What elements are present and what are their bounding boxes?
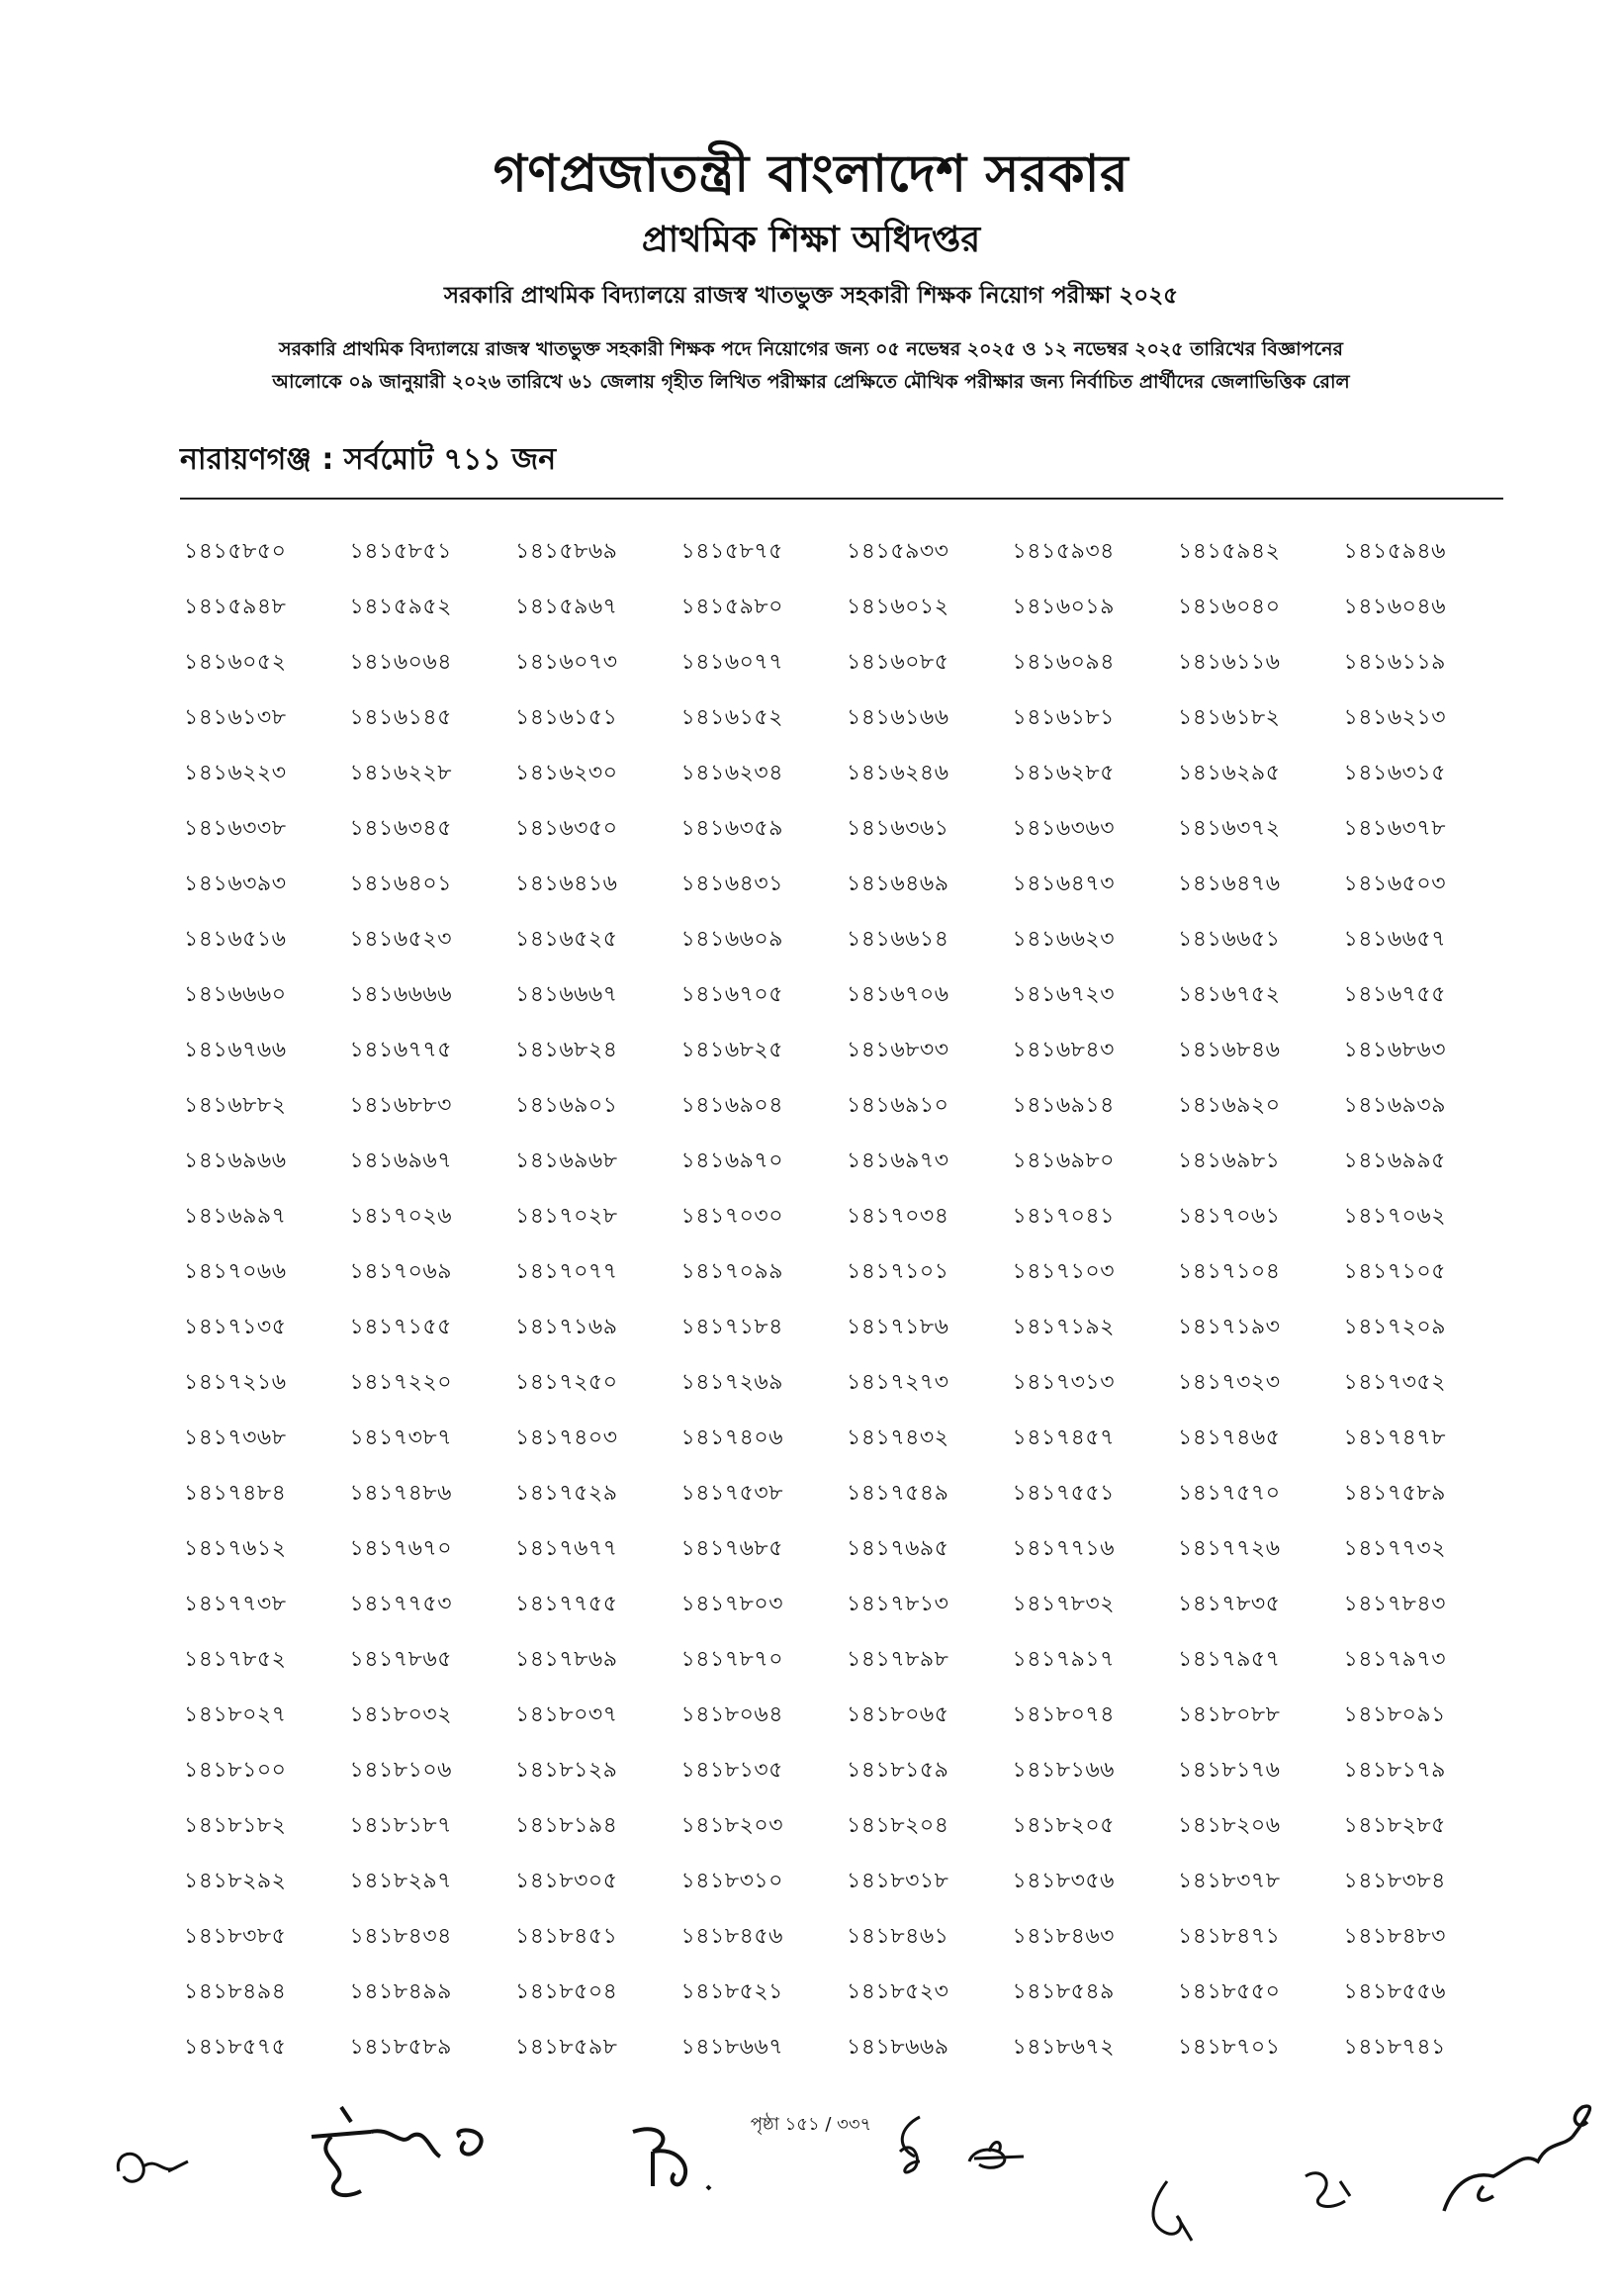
roll-number: ১৪১৭৩১৩ xyxy=(1012,1370,1116,1395)
roll-number: ১৪১৮১৯৪ xyxy=(515,1813,618,1838)
signature-1 xyxy=(109,2132,198,2201)
roll-number: ১৪১৮৩১০ xyxy=(680,1869,783,1893)
roll-row xyxy=(184,1254,1507,1310)
roll-number: ১৪১৬২৯৫ xyxy=(1178,761,1281,785)
roll-number: ১৪১৮৪৭১ xyxy=(1178,1924,1281,1949)
roll-number: ১৪১৭৭১৬ xyxy=(1012,1536,1116,1561)
roll-number: ১৪১৮০৮৮ xyxy=(1178,1702,1281,1727)
roll-number: ১৪১৬১১৯ xyxy=(1343,650,1446,675)
roll-number: ১৪১৭৫৪৯ xyxy=(847,1481,949,1506)
roll-number: ১৪১৮৫৭৫ xyxy=(184,2035,287,2060)
signature-6 xyxy=(1296,2161,1365,2221)
roll-number: ১৪১৬১৪৫ xyxy=(349,705,452,730)
district-heading: নারায়ণগঞ্জ : সর্বমোট ৭১১ জন xyxy=(180,442,557,477)
roll-row xyxy=(184,1919,1507,1975)
roll-number: ১৪১৮৩০৫ xyxy=(515,1869,618,1893)
roll-row xyxy=(184,1642,1507,1698)
roll-number: ১৪১৬৮৪৩ xyxy=(1012,1038,1115,1062)
roll-number: ১৪১৬৮৮৩ xyxy=(349,1093,452,1118)
notice-line-2: আলোকে ০৯ জানুয়ারী ২০২৬ তারিখে ৬১ জেলায় গৃহীত লিখিত পরীক্ষার প্রেক্ষিতে মৌখিক পরীক্ষার জন্য নির্বাচিত প্রার্থীদের জেলাভিত্তিক রোল xyxy=(272,371,1350,393)
roll-number: ১৪১৫৯৩৪ xyxy=(1012,539,1115,564)
roll-number: ১৪১৬৩৭২ xyxy=(1178,816,1281,841)
roll-row xyxy=(184,1365,1507,1421)
roll-number: ১৪১৬৯৬৮ xyxy=(515,1148,618,1173)
roll-number: ১৪১৬২৩০ xyxy=(515,761,618,785)
roll-number: ১৪১৬১৮২ xyxy=(1178,705,1281,730)
roll-number: ১৪১৭৪৮৪ xyxy=(184,1481,287,1506)
roll-number: ১৪১৮১৭৯ xyxy=(1343,1758,1446,1783)
roll-number: ১৪১৬৩৬১ xyxy=(847,816,949,841)
roll-row xyxy=(184,811,1507,867)
roll-number: ১৪১৭৭৫৩ xyxy=(349,1592,453,1616)
roll-number: ১৪১৬২৪৬ xyxy=(847,761,949,785)
roll-number: ১৪১৬৩৯৩ xyxy=(184,872,287,896)
roll-number: ১৪১৬৬৬০ xyxy=(184,982,287,1007)
roll-number: ১৪১৬৭২৩ xyxy=(1012,982,1116,1007)
roll-number: ১৪১৬৪৩১ xyxy=(680,872,783,896)
roll-number: ১৪১৫৮৬৯ xyxy=(515,539,618,564)
roll-number: ১৪১৮৭০১ xyxy=(1178,2035,1281,2060)
roll-number: ১৪১৭২১৬ xyxy=(184,1370,287,1395)
roll-number: ১৪১৭২৬৯ xyxy=(680,1370,784,1395)
roll-row xyxy=(184,1310,1507,1365)
divider xyxy=(180,498,1503,500)
roll-number: ১৪১৮৪৮৩ xyxy=(1343,1924,1446,1949)
roll-number: ১৪১৮০২৭ xyxy=(184,1702,287,1727)
roll-number: ১৪১৬৯৮১ xyxy=(1178,1148,1281,1173)
roll-number: ১৪১৮০৩২ xyxy=(349,1702,453,1727)
roll-number: ১৪১৭৯১৭ xyxy=(1012,1647,1115,1672)
roll-number: ১৪১৬০৮৫ xyxy=(847,650,949,675)
roll-number: ১৪১৮৪৯৪ xyxy=(184,1979,287,2004)
roll-number: ১৪১৮৫২৩ xyxy=(847,1979,949,2004)
roll-number: ১৪১৭৮৫২ xyxy=(184,1647,287,1672)
roll-number: ১৪১৬৬২৩ xyxy=(1012,927,1116,952)
roll-row xyxy=(184,1199,1507,1254)
roll-number: ১৪১৮২০৪ xyxy=(847,1813,949,1838)
roll-number: ১৪১৬৭০৫ xyxy=(680,982,784,1007)
roll-row xyxy=(184,1421,1507,1476)
roll-number: ১৪১৭২০৯ xyxy=(1343,1315,1447,1339)
roll-number: ১৪১৫৮৫১ xyxy=(349,539,452,564)
roll-number: ১৪১৭০৬৯ xyxy=(349,1259,453,1284)
roll-number: ১৪১৭৪০৩ xyxy=(515,1425,618,1450)
roll-number: ১৪১৬৯৩৯ xyxy=(1343,1093,1446,1118)
roll-number: ১৪১৭৮৩২ xyxy=(1012,1592,1116,1616)
roll-row xyxy=(184,700,1507,756)
roll-number: ১৪১৬০৭৩ xyxy=(515,650,618,675)
roll-number: ১৪১৮১৩৫ xyxy=(680,1758,783,1783)
roll-number: ১৪১৭২৭৩ xyxy=(847,1370,949,1395)
roll-row xyxy=(184,1531,1507,1587)
roll-number: ১৪১৭৪৫৭ xyxy=(1012,1425,1115,1450)
signature-area xyxy=(0,2077,1622,2296)
roll-number: ১৪১৮৫০৪ xyxy=(515,1979,618,2004)
roll-number: ১৪১৬৬৫১ xyxy=(1178,927,1281,952)
roll-row xyxy=(184,867,1507,922)
roll-number: ১৪১৮৬৭২ xyxy=(1012,2035,1116,2060)
roll-number: ১৪১৬৩৪৫ xyxy=(349,816,452,841)
roll-number: ১৪১৭৮০৩ xyxy=(680,1592,784,1616)
roll-number: ১৪১৬৩৩৮ xyxy=(184,816,287,841)
roll-number: ১৪১৭৫৮৯ xyxy=(1343,1481,1446,1506)
roll-number: ১৪১৮২০৩ xyxy=(680,1813,784,1838)
roll-number: ১৪১৮০৩৭ xyxy=(515,1702,618,1727)
roll-number: ১৪১৮১৮২ xyxy=(184,1813,287,1838)
roll-number: ১৪১৬৯২০ xyxy=(1178,1093,1281,1118)
roll-number: ১৪১৮০৬৪ xyxy=(680,1702,783,1727)
roll-number: ১৪১৮৫৯৮ xyxy=(515,2035,618,2060)
roll-number: ১৪১৮৪৯৯ xyxy=(349,1979,452,2004)
roll-number: ১৪১৭৩৬৮ xyxy=(184,1425,287,1450)
roll-number: ১৪১৬৫১৬ xyxy=(184,927,287,952)
roll-number: ১৪১৮০৬৫ xyxy=(847,1702,949,1727)
roll-number: ১৪১৮৭৪১ xyxy=(1343,2035,1446,2060)
roll-number: ১৪১৮২৮৫ xyxy=(1343,1813,1446,1838)
roll-number: ১৪১৬১১৬ xyxy=(1178,650,1281,675)
roll-number: ১৪১৭৯৭৩ xyxy=(1343,1647,1447,1672)
roll-number: ১৪১৭৮৬৫ xyxy=(349,1647,452,1672)
roll-number: ১৪১৭১৮৪ xyxy=(680,1315,783,1339)
roll-number: ১৪১৭৪৮৬ xyxy=(349,1481,452,1506)
roll-number: ১৪১৬৯৬৭ xyxy=(349,1148,453,1173)
roll-number: ১৪১৭১৩৫ xyxy=(184,1315,287,1339)
roll-number: ১৪১৮৬৬৯ xyxy=(847,2035,949,2060)
roll-number: ১৪১৬৩৫০ xyxy=(515,816,618,841)
roll-number: ১৪১৮৪৬১ xyxy=(847,1924,949,1949)
roll-number: ১৪১৬৪০১ xyxy=(349,872,452,896)
government-title: গণপ্রজাতন্ত্রী বাংলাদেশ সরকার xyxy=(493,144,1129,204)
roll-number: ১৪১৮১৮৭ xyxy=(349,1813,452,1838)
page-number: পৃষ্ঠা ১৫১ / ৩৩৭ xyxy=(750,2114,872,2135)
roll-number: ১৪১৫৯৪৬ xyxy=(1343,539,1446,564)
roll-row xyxy=(184,922,1507,977)
roll-number: ১৪১৬১৫২ xyxy=(680,705,783,730)
signature-2 xyxy=(292,2097,549,2206)
roll-row xyxy=(184,756,1507,811)
roll-number: ১৪১৭৪৭৮ xyxy=(1343,1425,1446,1450)
roll-number: ১৪১৭১৯৩ xyxy=(1178,1315,1281,1339)
roll-number: ১৪১৬২৩৪ xyxy=(680,761,784,785)
roll-number: ১৪১৮১৫৯ xyxy=(847,1758,949,1783)
notice-line-1: সরকারি প্রাথমিক বিদ্যালয়ে রাজস্ব খাতভুক্ত সহকারী শিক্ষক পদে নিয়োগের জন্য ০৫ নভেম্বর ২০২৫ ও ১২ নভেম্বর ২০২৫ তারিখের বিজ্ঞাপনের xyxy=(279,338,1343,360)
roll-number: ১৪১৮২৯৭ xyxy=(349,1869,452,1893)
roll-row xyxy=(184,1587,1507,1642)
roll-number: ১৪১৬৬৬৭ xyxy=(515,982,618,1007)
roll-number: ১৪১৬৭৭৫ xyxy=(349,1038,453,1062)
roll-row xyxy=(184,1476,1507,1531)
roll-number: ১৪১৬৯৯৫ xyxy=(1343,1148,1446,1173)
roll-number: ১৪১৬০৯৪ xyxy=(1012,650,1115,675)
roll-number: ১৪১৫৮৭৫ xyxy=(680,539,783,564)
roll-number: ১৪১৭১৮৬ xyxy=(847,1315,949,1339)
roll-number: ১৪১৬৯১৪ xyxy=(1012,1093,1115,1118)
roll-number: ১৪১৮৪৫১ xyxy=(515,1924,618,1949)
roll-number: ১৪১৬৬৬৬ xyxy=(349,982,453,1007)
roll-number: ১৪১৬৬১৪ xyxy=(847,927,949,952)
roll-number: ১৪১৭১০১ xyxy=(847,1259,949,1284)
roll-number: ১৪১৬২২৩ xyxy=(184,761,287,785)
roll-number: ১৪১৭০৬২ xyxy=(1343,1204,1447,1229)
roll-number: ১৪১৮৩৮৪ xyxy=(1343,1869,1446,1893)
roll-number: ১৪১৬৯০১ xyxy=(515,1093,618,1118)
roll-number: ১৪১৬৭০৬ xyxy=(847,982,949,1007)
roll-number: ১৪১৭৬৭০ xyxy=(349,1536,453,1561)
roll-number: ১৪১৭৫৭০ xyxy=(1178,1481,1281,1506)
roll-number: ১৪১৬০১২ xyxy=(847,595,949,619)
roll-number: ১৪১৬৫২৫ xyxy=(515,927,618,952)
roll-number: ১৪১৬৫২৩ xyxy=(349,927,453,952)
roll-row xyxy=(184,1088,1507,1144)
roll-number: ১৪১৫৮৫০ xyxy=(184,539,287,564)
department-title: প্রাথমিক শিক্ষা অধিদপ্তর xyxy=(641,220,981,260)
roll-number: ১৪১৬০১৯ xyxy=(1012,595,1115,619)
roll-number: ১৪১৬৮৪৬ xyxy=(1178,1038,1281,1062)
roll-number: ১৪১৭৭৩২ xyxy=(1343,1536,1447,1561)
roll-number: ১৪১৬১৫১ xyxy=(515,705,618,730)
roll-number: ১৪১৭৩৮৭ xyxy=(349,1425,453,1450)
roll-number: ১৪১৬৩৭৮ xyxy=(1343,816,1447,841)
roll-number: ১৪১৫৯৪৮ xyxy=(184,595,287,619)
roll-number: ১৪১৭৫২৯ xyxy=(515,1481,618,1506)
roll-number: ১৪১৮১২৯ xyxy=(515,1758,618,1783)
roll-number: ১৪১৭৬৯৫ xyxy=(847,1536,949,1561)
roll-number: ১৪১৭৮৬৯ xyxy=(515,1647,618,1672)
roll-number: ১৪১৬১৮১ xyxy=(1012,705,1115,730)
roll-number: ১৪১৭৪৬৫ xyxy=(1178,1425,1281,1450)
roll-row xyxy=(184,1808,1507,1864)
roll-number: ১৪১৬৫০৩ xyxy=(1343,872,1447,896)
roll-number: ১৪১৭৬১২ xyxy=(184,1536,287,1561)
roll-number: ১৪১৫৯৬৭ xyxy=(515,595,618,619)
roll-number: ১৪১৬৭৫২ xyxy=(1178,982,1281,1007)
roll-number: ১৪১৫৯৪২ xyxy=(1178,539,1281,564)
roll-number: ১৪১৮০৯১ xyxy=(1343,1702,1446,1727)
roll-number: ১৪১৭৮৯৮ xyxy=(847,1647,949,1672)
roll-number: ১৪১৭৪০৬ xyxy=(680,1425,784,1450)
roll-number: ১৪১৮৫৫৬ xyxy=(1343,1979,1446,2004)
roll-number: ১৪১৬০৭৭ xyxy=(680,650,784,675)
roll-row xyxy=(184,1698,1507,1753)
roll-number: ১৪১৭২২০ xyxy=(349,1370,453,1395)
roll-number: ১৪১৭০২৮ xyxy=(515,1204,618,1229)
roll-number: ১৪১৬৮৮২ xyxy=(184,1093,287,1118)
roll-number: ১৪১৬৪৭৬ xyxy=(1178,872,1281,896)
roll-number: ১৪১৭৫৫১ xyxy=(1012,1481,1115,1506)
roll-number: ১৪১৭০৬১ xyxy=(1178,1204,1281,1229)
roll-number: ১৪১৫৯৮০ xyxy=(680,595,783,619)
roll-number: ১৪১৭১০৪ xyxy=(1178,1259,1281,1284)
roll-number: ১৪১৬৭৬৬ xyxy=(184,1038,287,1062)
roll-number: ১৪১৮৫৫০ xyxy=(1178,1979,1281,2004)
roll-number: ১৪১৬৮৬৩ xyxy=(1343,1038,1447,1062)
roll-number: ১৪১৭৮৩৫ xyxy=(1178,1592,1281,1616)
roll-number: ১৪১৬৯৬৬ xyxy=(184,1148,287,1173)
roll-number: ১৪১৬৭৫৫ xyxy=(1343,982,1446,1007)
roll-row xyxy=(184,1864,1507,1919)
roll-number: ১৪১৬৩৬৩ xyxy=(1012,816,1116,841)
roll-number: ১৪১৬৯৭৩ xyxy=(847,1148,949,1173)
roll-number: ১৪১৮৫৪৯ xyxy=(1012,1979,1115,2004)
roll-number: ১৪১৮৩৫৬ xyxy=(1012,1869,1115,1893)
roll-row xyxy=(184,1144,1507,1199)
roll-row xyxy=(184,590,1507,645)
roll-number: ১৪১৬৪৭৩ xyxy=(1012,872,1116,896)
roll-number: ১৪১৭৬৭৭ xyxy=(515,1536,618,1561)
signature-7 xyxy=(1424,2092,1602,2221)
roll-number: ১৪১৮৪৫৬ xyxy=(680,1924,783,1949)
roll-number: ১৪১৮২০৫ xyxy=(1012,1813,1115,1838)
roll-number: ১৪১৬৮৩৩ xyxy=(847,1038,949,1062)
roll-number: ১৪১৬১৬৬ xyxy=(847,705,949,730)
roll-number: ১৪১৭৪৩২ xyxy=(847,1425,949,1450)
roll-number: ১৪১৬৯৭০ xyxy=(680,1148,784,1173)
roll-number: ১৪১৮১৬৬ xyxy=(1012,1758,1115,1783)
roll-row xyxy=(184,1033,1507,1088)
roll-number: ১৪১৬৬০৯ xyxy=(680,927,784,952)
roll-number: ১৪১৭১৬৯ xyxy=(515,1315,618,1339)
roll-number: ১৪১৭১০৫ xyxy=(1343,1259,1446,1284)
roll-number: ১৪১৮১০৬ xyxy=(349,1758,452,1783)
roll-number: ১৪১৭০৩০ xyxy=(680,1204,784,1229)
roll-number: ১৪১৮০৭৪ xyxy=(1012,1702,1115,1727)
roll-number: ১৪১৮৩৭৮ xyxy=(1178,1869,1281,1893)
roll-number: ১৪১৭০৯৯ xyxy=(680,1259,783,1284)
roll-number: ১৪১৭৮৭০ xyxy=(680,1647,784,1672)
roll-number: ১৪১৭১৫৫ xyxy=(349,1315,452,1339)
roll-number: ১৪১৭৭৫৫ xyxy=(515,1592,618,1616)
roll-number: ১৪১৬৩৫৯ xyxy=(680,816,783,841)
roll-number: ১৪১৭০৬৬ xyxy=(184,1259,287,1284)
roll-number: ১৪১৬৪৬৯ xyxy=(847,872,949,896)
roll-row xyxy=(184,1975,1507,2030)
roll-number: ১৪১৬৬৫৭ xyxy=(1343,927,1447,952)
roll-number: ১৪১৮৫৮৯ xyxy=(349,2035,452,2060)
roll-number: ১৪১৮৬৬৭ xyxy=(680,2035,784,2060)
roll-number: ১৪১৭৩২৩ xyxy=(1178,1370,1281,1395)
roll-number: ১৪১৭১০৩ xyxy=(1012,1259,1116,1284)
roll-number: ১৪১৮৫২১ xyxy=(680,1979,783,2004)
roll-number: ১৪১৬১৩৮ xyxy=(184,705,287,730)
roll-number: ১৪১৬২৮৫ xyxy=(1012,761,1115,785)
roll-number: ১৪১৭৯৫৭ xyxy=(1178,1647,1281,1672)
roll-number: ১৪১৬৩১৫ xyxy=(1343,761,1446,785)
roll-number: ১৪১৭৬৮৫ xyxy=(680,1536,783,1561)
roll-number: ১৪১৬২২৮ xyxy=(349,761,453,785)
roll-number: ১৪১৭০২৬ xyxy=(349,1204,453,1229)
roll-number: ১৪১৮১৭৬ xyxy=(1178,1758,1281,1783)
roll-number: ১৪১৫৯৩৩ xyxy=(847,539,949,564)
roll-number: ১৪১৬৯৯৭ xyxy=(184,1204,287,1229)
roll-number: ১৪১৫৯৫২ xyxy=(349,595,452,619)
signature-3 xyxy=(623,2112,722,2201)
roll-row xyxy=(184,977,1507,1033)
roll-number: ১৪১৭২৫০ xyxy=(515,1370,618,1395)
roll-number: ১৪১৬০৪৬ xyxy=(1343,595,1447,619)
roll-number: ১৪১৮৩৮৫ xyxy=(184,1924,287,1949)
roll-number: ১৪১৭৩৫২ xyxy=(1343,1370,1447,1395)
roll-number: ১৪১৭৫৩৮ xyxy=(680,1481,783,1506)
roll-number: ১৪১৮৪৬৩ xyxy=(1012,1924,1115,1949)
notice-text xyxy=(148,333,1474,399)
roll-row xyxy=(184,1753,1507,1808)
signature-5 xyxy=(1137,2171,1216,2250)
roll-number-grid xyxy=(184,534,1507,2085)
roll-number: ১৪১৮২৯২ xyxy=(184,1869,287,1893)
roll-number: ১৪১৮২০৬ xyxy=(1178,1813,1281,1838)
roll-number: ১৪১৬৯৮০ xyxy=(1012,1148,1115,1173)
roll-number: ১৪১৭০৭৭ xyxy=(515,1259,618,1284)
roll-number: ১৪১৭৮৪৩ xyxy=(1343,1592,1446,1616)
roll-number: ১৪১৭৭৩৮ xyxy=(184,1592,287,1616)
roll-number: ১৪১৬০৬৪ xyxy=(349,650,453,675)
signature-4 xyxy=(880,2107,1058,2196)
roll-number: ১৪১৭১৯২ xyxy=(1012,1315,1115,1339)
roll-number: ১৪১৬০৫২ xyxy=(184,650,287,675)
roll-number: ১৪১৬২১৩ xyxy=(1343,705,1447,730)
roll-row xyxy=(184,645,1507,700)
roll-number: ১৪১৭০৩৪ xyxy=(847,1204,949,1229)
roll-number: ১৪১৮৪৩৪ xyxy=(349,1924,452,1949)
roll-number: ১৪১৬৯১০ xyxy=(847,1093,949,1118)
roll-number: ১৪১৬৮২৫ xyxy=(680,1038,783,1062)
roll-number: ১৪১৮১০০ xyxy=(184,1758,287,1783)
roll-row xyxy=(184,534,1507,590)
exam-title: সরকারি প্রাথমিক বিদ্যালয়ে রাজস্ব খাতভুক্ত সহকারী শিক্ষক নিয়োগ পরীক্ষা ২০২৫ xyxy=(443,283,1179,309)
roll-number: ১৪১৭৭২৬ xyxy=(1178,1536,1281,1561)
roll-number: ১৪১৬০৪০ xyxy=(1178,595,1281,619)
roll-number: ১৪১৬৪১৬ xyxy=(515,872,618,896)
roll-number: ১৪১৮৩১৮ xyxy=(847,1869,949,1893)
roll-number: ১৪১৭০৪১ xyxy=(1012,1204,1115,1229)
roll-number: ১৪১৭৮১৩ xyxy=(847,1592,949,1616)
roll-number: ১৪১৬৯০৪ xyxy=(680,1093,783,1118)
roll-number: ১৪১৬৮২৪ xyxy=(515,1038,618,1062)
